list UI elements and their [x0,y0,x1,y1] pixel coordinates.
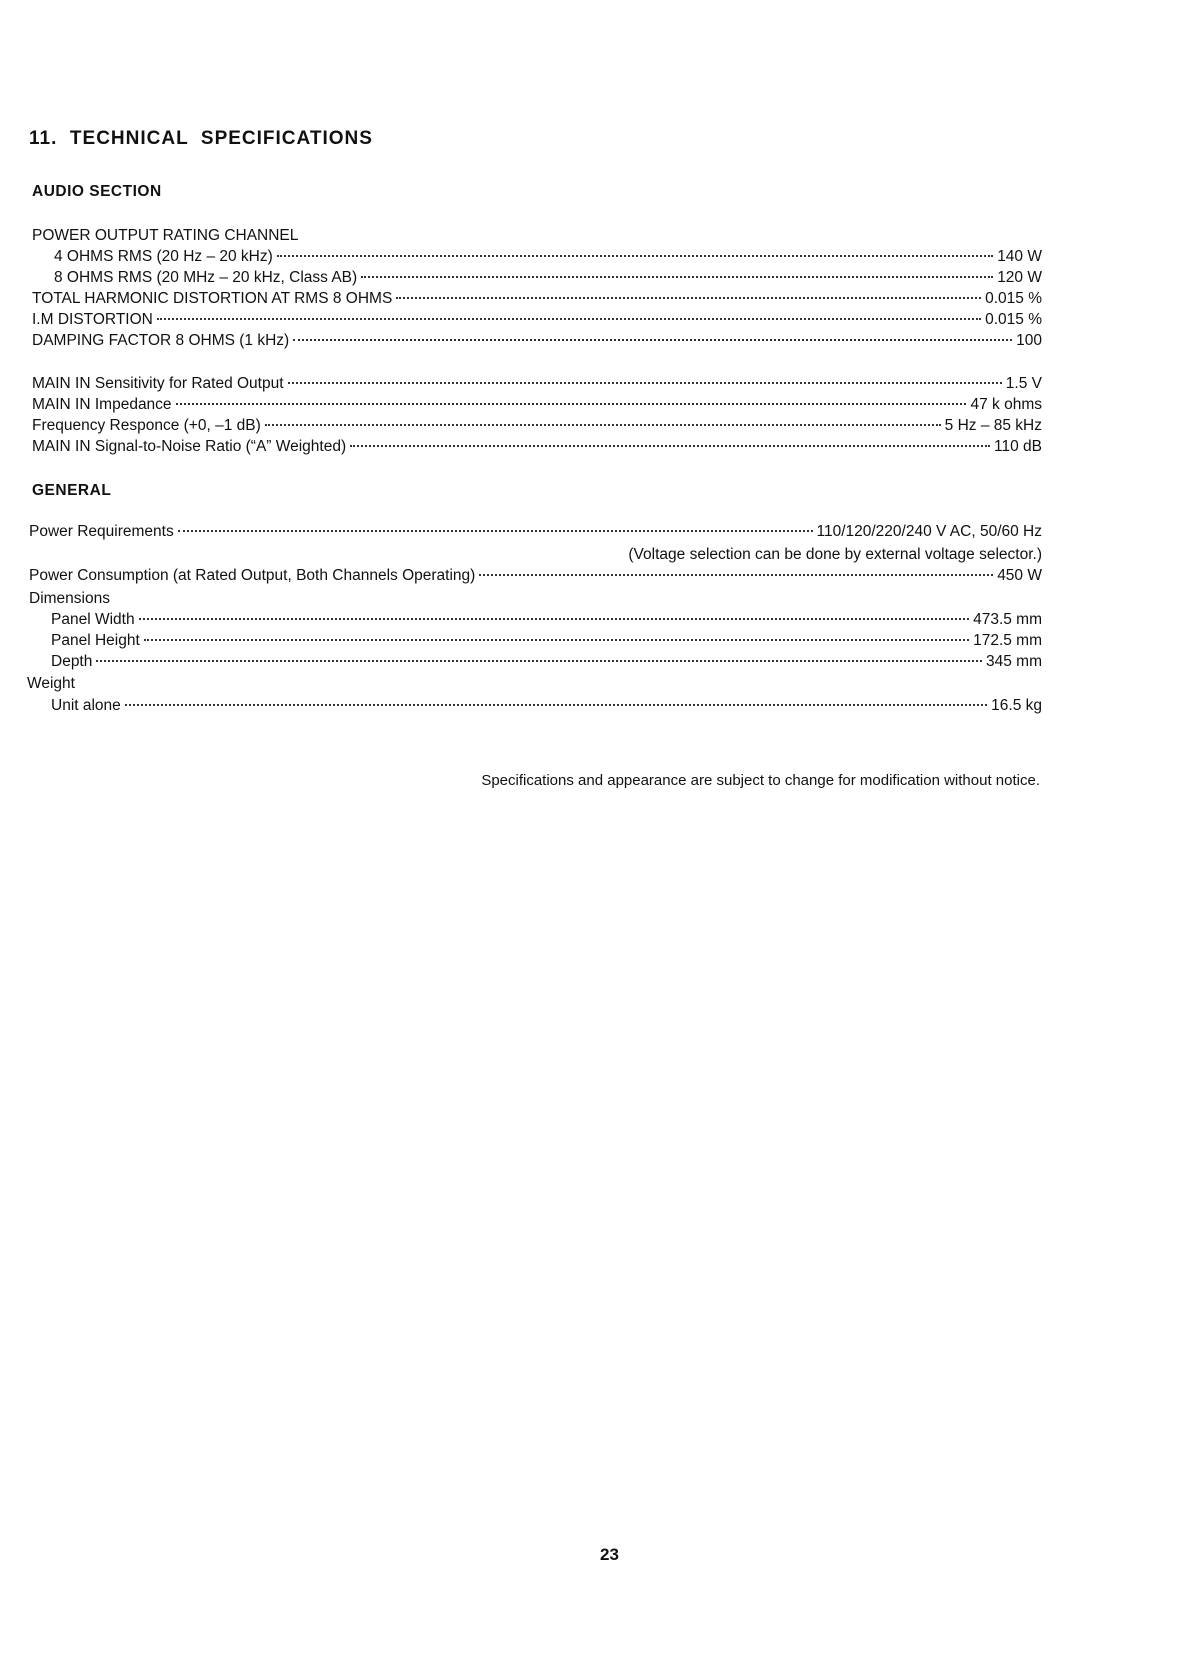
spec-label: Panel Height [51,632,140,649]
audio-section-heading: AUDIO SECTION [32,183,162,200]
spec-label: MAIN IN Signal-to-Noise Ratio (“A” Weighted) [32,438,347,455]
spec-value: 110/120/220/240 V AC, 50/60 Hz [816,523,1042,540]
dot-leader [361,276,993,278]
spec-label: 4 OHMS RMS (20 Hz – 20 kHz) [54,248,273,265]
spec-label: MAIN IN Impedance [32,396,172,413]
spec-value: 0.015 % [985,311,1042,328]
spec-value: 110 dB [994,438,1042,455]
spec-row-power-requirements [29,523,1042,544]
spec-row-power-consumption [29,567,1042,588]
spec-label: MAIN IN Sensitivity for Rated Output [32,375,284,392]
dot-leader [288,382,1002,384]
spec-label: TOTAL HARMONIC DISTORTION AT RMS 8 OHMS [32,290,393,307]
dot-leader [178,530,813,532]
weight-heading: Weight [27,675,75,692]
spec-row-damping-factor [32,332,1042,353]
spec-row-frequency-response [32,417,1042,438]
spec-row-main-in-impedance [32,396,1042,417]
spec-row-panel-height [51,632,1042,653]
dot-leader [277,255,993,257]
spec-row-main-in-sensitivity [32,375,1042,396]
dot-leader [396,297,981,299]
dot-leader [144,639,969,641]
power-output-heading: POWER OUTPUT RATING CHANNEL [32,227,299,244]
dot-leader [139,618,970,620]
specifications-disclaimer: Specifications and appearance are subject to change for modification without notice. [481,772,1040,789]
spec-row-thd [32,290,1042,311]
spec-value: 0.015 % [985,290,1042,307]
spec-row-im-distortion [32,311,1042,332]
dot-leader [350,445,990,447]
dot-leader [157,318,981,320]
spec-value: 450 W [997,567,1042,584]
spec-row-unit-alone [51,697,1042,718]
spec-value: 473.5 mm [973,611,1042,628]
spec-label: Power Consumption (at Rated Output, Both Channels Operating) [29,567,476,584]
spec-value: 47 k ohms [970,396,1042,413]
spec-row-depth [51,653,1042,674]
spec-label: 8 OHMS RMS (20 MHz – 20 kHz, Class AB) [54,269,358,286]
spec-label: Depth [51,653,93,670]
dot-leader [293,339,1012,341]
spec-value: 1.5 V [1005,375,1042,392]
spec-label: Power Requirements [29,523,174,540]
spec-value: 140 W [997,248,1042,265]
spec-value: 100 [1016,332,1042,349]
dot-leader [125,704,987,706]
spec-row-4ohms [54,248,1042,269]
general-section-heading: GENERAL [32,482,112,499]
spec-value: 120 W [997,269,1042,286]
dot-leader [96,660,982,662]
spec-row-8ohms [54,269,1042,290]
dot-leader [479,574,993,576]
spec-label: I.M DISTORTION [32,311,153,328]
voltage-selection-note: (Voltage selection can be done by external voltage selector.) [628,546,1042,563]
spec-value: 5 Hz – 85 kHz [944,417,1042,434]
dot-leader [265,424,941,426]
spec-value: 345 mm [986,653,1042,670]
dot-leader [176,403,967,405]
spec-label: DAMPING FACTOR 8 OHMS (1 kHz) [32,332,290,349]
page-number: 23 [600,1545,619,1564]
spec-value: 172.5 mm [973,632,1042,649]
spec-label: Panel Width [51,611,135,628]
spec-value: 16.5 kg [991,697,1042,714]
spec-row-panel-width [51,611,1042,632]
spec-row-signal-to-noise [32,438,1042,459]
page-title: 11. TECHNICAL SPECIFICATIONS [29,128,373,149]
spec-label: Unit alone [51,697,121,714]
dimensions-heading: Dimensions [29,590,110,607]
spec-label: Frequency Responce (+0, –1 dB) [32,417,261,434]
